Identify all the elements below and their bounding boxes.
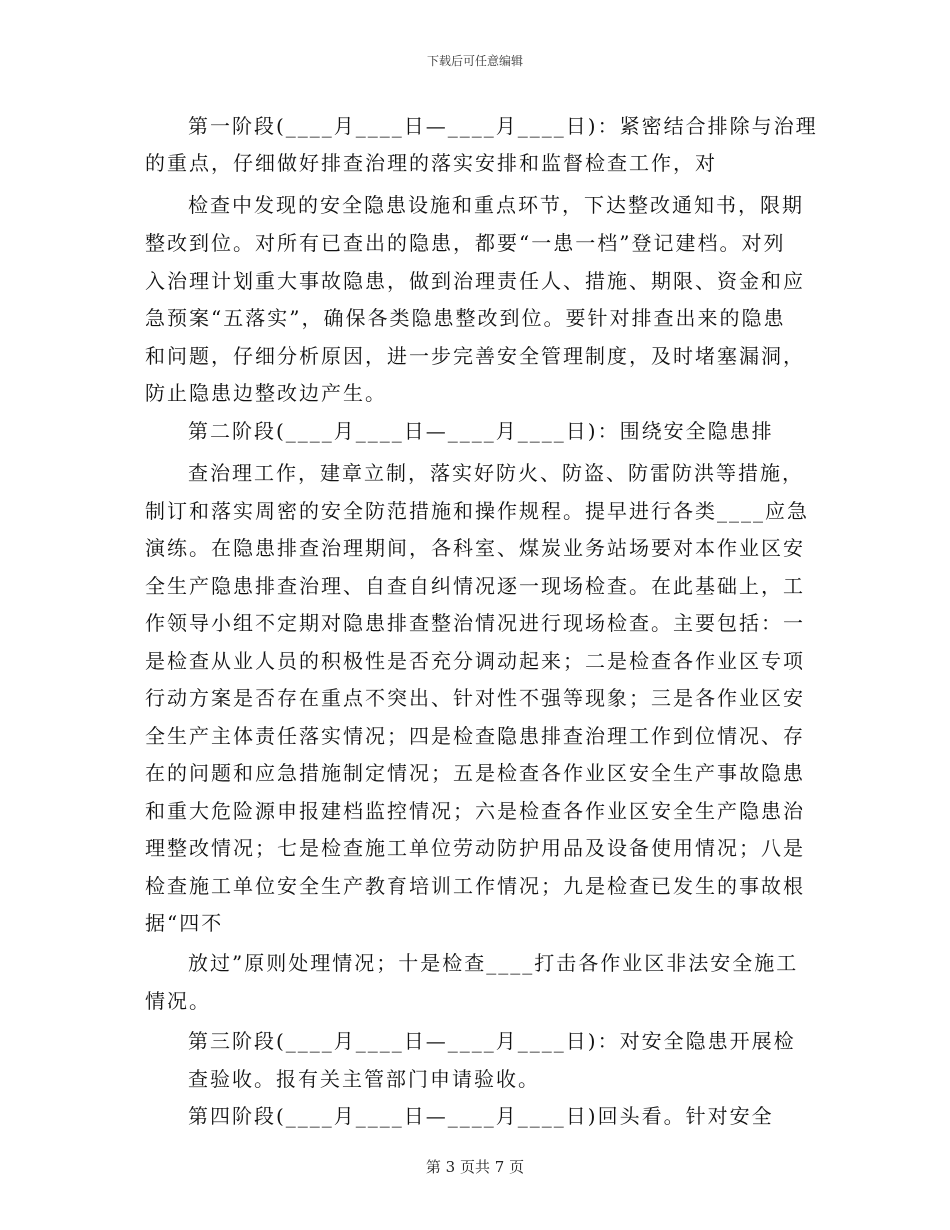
page-number-footer: 第 3 页共 7 页: [425, 1158, 525, 1176]
text-line: 查治理工作，建章立制，落实好防火、防盗、防雷防洪等措施，: [188, 461, 804, 485]
text-line: 的重点，仔细做好排查治理的落实安排和监督检查工作，对: [145, 151, 717, 175]
text-line: 情况。: [145, 989, 211, 1013]
text-line: 第三阶段(____月____日—____月____日)：对安全隐患开展检: [188, 1029, 796, 1053]
text-line: 第四阶段(____月____日—____月____日)回头看。针对安全: [188, 1104, 774, 1128]
text-line: 演练。在隐患排查治理期间，各科室、煤炭业务站场要对本作业区安: [145, 536, 805, 560]
text-line: 全生产主体责任落实情况；四是检查隐患排查治理工作到位情况、存: [145, 724, 805, 748]
text-line: 整改到位。对所有已查出的隐患，都要“一患一档”登记建档。对列: [145, 231, 786, 255]
text-line: 行动方案是否存在重点不突出、针对性不强等现象；三是各作业区安: [145, 686, 805, 710]
text-line: 检查施工单位安全生产教育培训工作情况；九是检查已发生的事故根: [145, 874, 805, 898]
text-line: 和问题，仔细分析原因，进一步完善安全管理制度，及时堵塞漏洞，: [145, 344, 805, 368]
text-line: 和重大危险源申报建档监控情况；六是检查各作业区安全生产隐患治: [145, 799, 805, 823]
text-line: 全生产隐患排查治理、自查自纠情况逐一现场检查。在此基础上，工: [145, 574, 805, 598]
text-line: 作领导小组不定期对隐患排查整治情况进行现场检查。主要包括：一: [145, 611, 805, 635]
text-line: 检查中发现的安全隐患设施和重点环节，下达整改通知书，限期: [188, 193, 804, 217]
text-line: 入治理计划重大事故隐患，做到治理责任人、措施、期限、资金和应: [145, 269, 805, 293]
text-line: 理整改情况；七是检查施工单位劳动防护用品及设备使用情况；八是: [145, 836, 805, 860]
text-line: 急预案“五落实”，确保各类隐患整改到位。要针对排查出来的隐患: [145, 306, 786, 330]
text-line: 制订和落实周密的安全防范措施和操作规程。提早进行各类____应急: [145, 499, 809, 523]
text-line: 是检查从业人员的积极性是否充分调动起来；二是检查各作业区专项: [145, 649, 805, 673]
text-line: 放过”原则处理情况；十是检查____打击各作业区非法安全施工: [188, 951, 799, 975]
text-line: 据“四不: [145, 911, 224, 935]
text-line: 在的问题和应急措施制定情况；五是检查各作业区安全生产事故隐患: [145, 761, 805, 785]
page-header-note: 下载后可任意编辑: [426, 54, 523, 68]
text-line: 查验收。报有关主管部门申请验收。: [188, 1067, 540, 1091]
text-line: 防止隐患边整改边产生。: [145, 381, 387, 405]
text-line: 第二阶段(____月____日—____月____日)：围绕安全隐患排: [188, 419, 774, 443]
text-line: 第一阶段(____月____日—____月____日)：紧密结合排除与治理: [188, 114, 818, 138]
